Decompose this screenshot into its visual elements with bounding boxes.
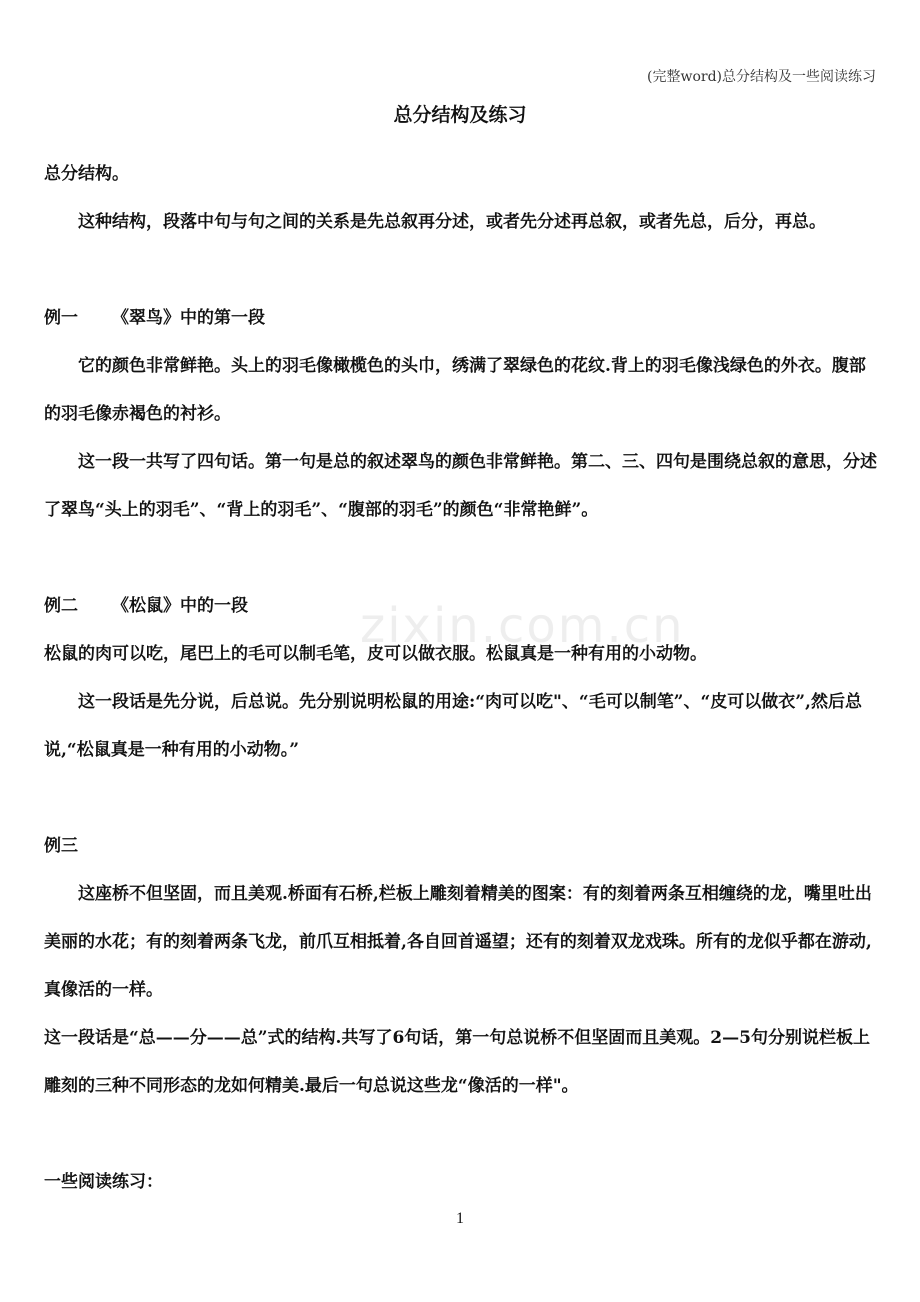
example1-text: 它的颜色非常鲜艳。头上的羽毛像橄榄色的头巾，绣满了翠绿色的花纹.背上的羽毛像浅绿色的外衣。腹部的羽毛像赤褐色的衬衫。 — [44, 356, 866, 424]
document-title: 总分结构及练习 — [393, 104, 527, 126]
intro-paragraph: 这种结构，段落中句与句之间的关系是先总叙再分述，或者先分述再总叙，或者先总，后分，再总。 — [78, 212, 826, 232]
example3-heading: 例三 — [44, 836, 78, 856]
example2-analysis: 这一段话是先分说，后总说。先分别说明松鼠的用途:“肉可以吃"、“毛可以制笔”、“皮可以做衣”,然后总说,“松鼠真是一种有用的小动物。” — [44, 692, 862, 760]
page-header: (完整word)总分结构及一些阅读练习 — [647, 69, 876, 85]
example2-heading — [44, 582, 880, 630]
example1-analysis: 这一段一共写了四句话。第一句是总的叙述翠鸟的颜色非常鲜艳。第二、三、四句是围绕总叙的意思，分述了翠鸟“头上的羽毛”、“背上的羽毛”、“腹部的羽毛”的颜色“非常艳鲜”。 — [44, 452, 877, 520]
example2-label: 例二 — [44, 596, 78, 616]
example1-heading — [44, 294, 880, 342]
example2-text: 松鼠的肉可以吃，尾巴上的毛可以制毛笔，皮可以做衣服。松鼠真是一种有用的小动物。 — [44, 644, 707, 664]
example2-source: 《松鼠》中的一段 — [112, 596, 248, 616]
practice-heading: 一些阅读练习： — [44, 1172, 163, 1192]
document-body — [44, 150, 880, 1206]
example3-analysis: 这一段话是“总——分——总”式的结构.共写了6句话，第一句总说桥不但坚固而且美观。2—5句分别说栏板上雕刻的三种不同形态的龙如何精美.最后一句总说这些龙“像活的一样"。 — [44, 1028, 870, 1096]
example1-source: 《翠鸟》中的第一段 — [112, 308, 265, 328]
page-number: 1 — [456, 1210, 464, 1227]
example1-label: 例一 — [44, 308, 78, 328]
watermark: zixin.com.cn — [360, 598, 685, 654]
example3-text: 这座桥不但坚固，而且美观.桥面有石桥,栏板上雕刻着精美的图案：有的刻着两条互相缠绕的龙，嘴里吐出美丽的水花；有的刻着两条飞龙，前爪互相抵着,各自回首遥望；还有的刻着双龙戏珠。所有的龙似乎都在游动,真像活的一样。 — [44, 884, 872, 1000]
section-heading: 总分结构。 — [44, 164, 129, 184]
